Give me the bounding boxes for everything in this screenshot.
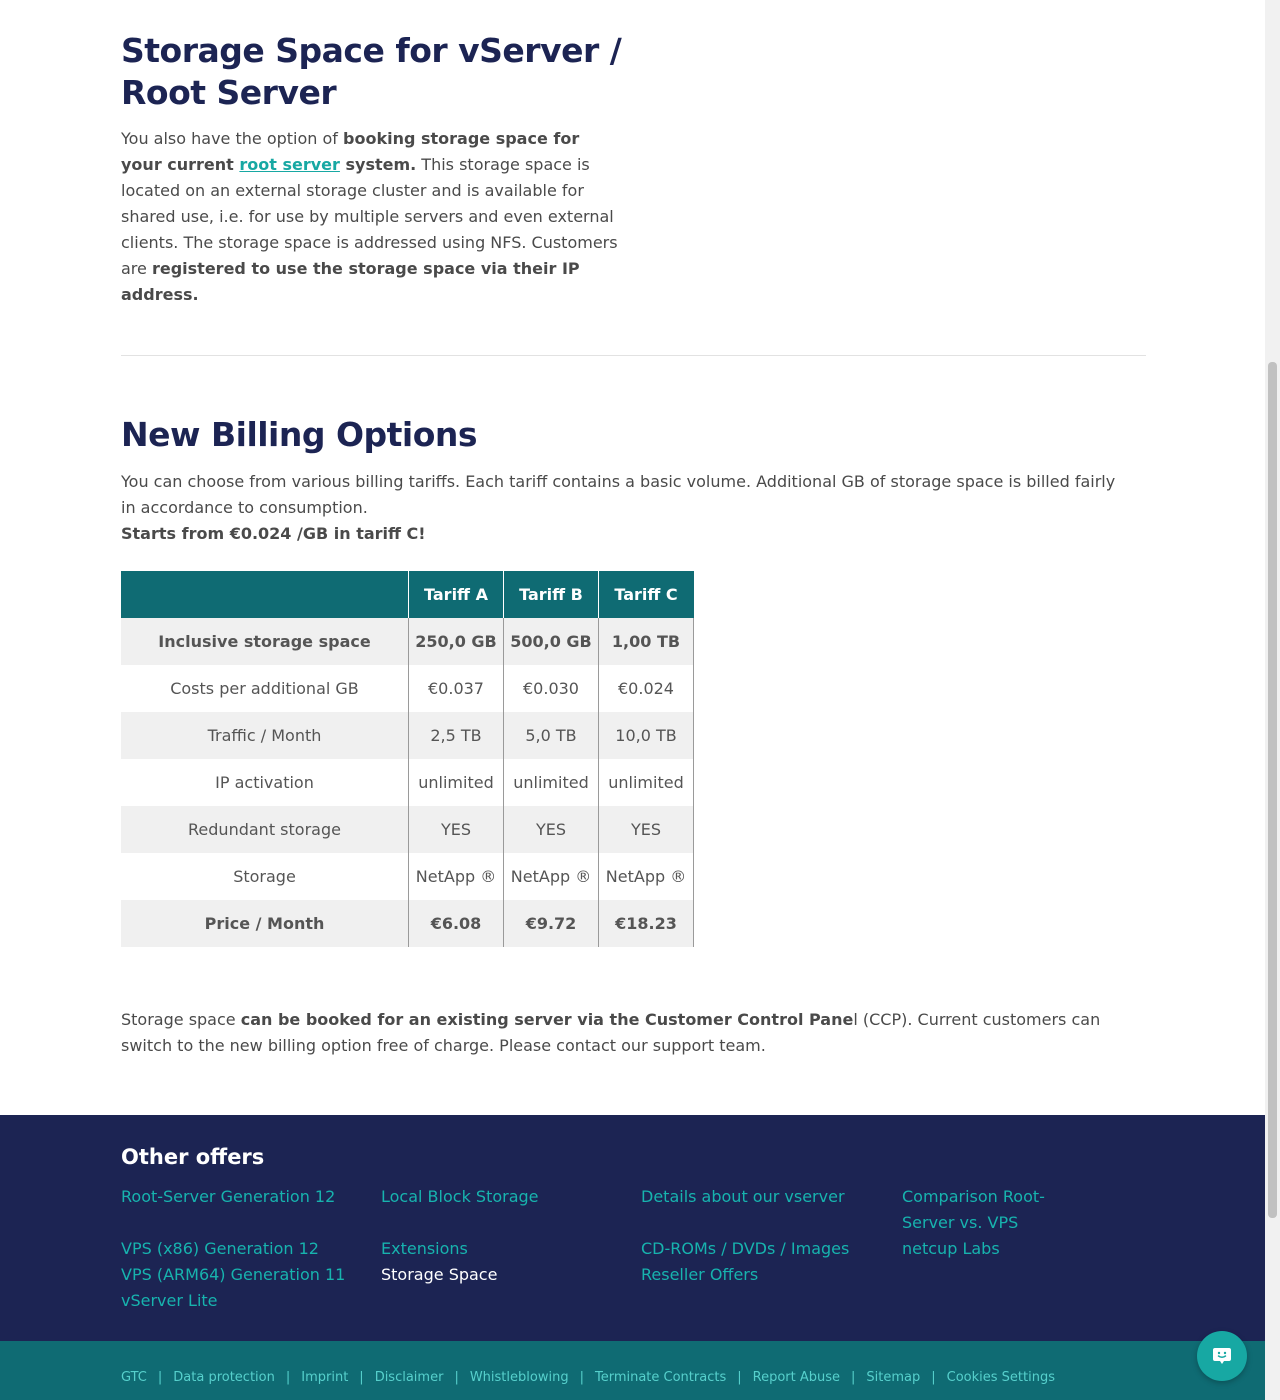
table-cell: YES xyxy=(504,806,599,853)
legal-link-disclaimer[interactable]: Disclaimer xyxy=(374,1370,444,1385)
table-row xyxy=(121,900,694,947)
footer-link-vps-arm64[interactable]: VPS (ARM64) Generation 11 xyxy=(121,1265,346,1284)
scrollbar[interactable] xyxy=(1265,0,1280,1400)
footer-column-3 xyxy=(641,1184,849,1288)
table-cell: 5,0 TB xyxy=(504,712,599,759)
row-label: Price / Month xyxy=(121,900,409,947)
footer-title: Other offers xyxy=(121,1145,265,1169)
legal-link-imprint[interactable]: Imprint xyxy=(301,1370,349,1385)
table-cell: unlimited xyxy=(599,759,694,806)
row-label: Traffic / Month xyxy=(121,712,409,759)
row-label: Inclusive storage space xyxy=(121,618,409,665)
footer-link-vserver-lite[interactable]: vServer Lite xyxy=(121,1291,218,1310)
row-label: IP activation xyxy=(121,759,409,806)
section-divider xyxy=(121,355,1146,356)
footer-column-2 xyxy=(381,1184,539,1288)
separator: | xyxy=(931,1370,936,1385)
header-tariff-b: Tariff B xyxy=(504,571,599,618)
tariff-table-header xyxy=(121,571,694,618)
chat-button[interactable] xyxy=(1197,1331,1247,1381)
footer-link-netcup-labs[interactable]: netcup Labs xyxy=(902,1239,1000,1258)
separator: | xyxy=(851,1370,856,1385)
footer-link-comparison[interactable]: Comparison Root-Server vs. VPS xyxy=(902,1187,1045,1232)
table-cell: 2,5 TB xyxy=(409,712,504,759)
legal-link-whistleblowing[interactable]: Whistleblowing xyxy=(469,1370,569,1385)
booking-note: Storage space can be booked for an existing server via the Customer Control Panel (CCP). Current customers can switch to the new billing option free of charge. Please contact our support team. xyxy=(121,1010,1101,1055)
table-row xyxy=(121,665,694,712)
footer-link-extensions[interactable]: Extensions xyxy=(381,1239,468,1258)
legal-link-sitemap[interactable]: Sitemap xyxy=(866,1370,921,1385)
footer-link-root-server-gen12[interactable]: Root-Server Generation 12 xyxy=(121,1187,336,1206)
separator: | xyxy=(157,1370,163,1385)
header-tariff-a: Tariff A xyxy=(409,571,504,618)
legal-link-cookies-settings[interactable]: Cookies Settings xyxy=(946,1370,1055,1385)
legal-link-terminate-contracts[interactable]: Terminate Contracts xyxy=(594,1370,727,1385)
table-cell: unlimited xyxy=(409,759,504,806)
table-cell: €0.030 xyxy=(504,665,599,712)
table-cell: 1,00 TB xyxy=(599,618,694,665)
footer-link-vserver-details[interactable]: Details about our vserver xyxy=(641,1187,845,1206)
table-cell: 500,0 GB xyxy=(504,618,599,665)
table-cell: NetApp ® xyxy=(599,853,694,900)
billing-paragraph: You can choose from various billing tariffs. Each tariff contains a basic volume. Additional GB of storage space is billed fairly in accordance to consumption. Starts from €0.024 /GB in tariff C! xyxy=(121,472,1116,543)
table-cell: 250,0 GB xyxy=(409,618,504,665)
separator: | xyxy=(579,1370,584,1385)
separator: | xyxy=(454,1370,459,1385)
row-label: Costs per additional GB xyxy=(121,665,409,712)
table-cell: NetApp ® xyxy=(409,853,504,900)
chat-bubble-icon xyxy=(1211,1345,1233,1367)
legal-links xyxy=(121,1370,1055,1385)
header-tariff-c: Tariff C xyxy=(599,571,694,618)
footer-link-vps-x86[interactable]: VPS (x86) Generation 12 xyxy=(121,1239,319,1258)
footer-column-1 xyxy=(121,1184,345,1314)
table-cell: €18.23 xyxy=(599,900,694,947)
table-cell: NetApp ® xyxy=(504,853,599,900)
footer-link-reseller[interactable]: Reseller Offers xyxy=(641,1265,759,1284)
legal-bar xyxy=(0,1341,1265,1400)
table-cell: 10,0 TB xyxy=(599,712,694,759)
footer-link-storage-space[interactable]: Storage Space xyxy=(381,1265,498,1284)
table-row xyxy=(121,853,694,900)
scrollbar-thumb[interactable] xyxy=(1268,362,1277,1218)
separator: | xyxy=(285,1370,291,1385)
page-title: Storage Space for vServer / Root Server xyxy=(121,31,622,112)
legal-link-report-abuse[interactable]: Report Abuse xyxy=(752,1370,841,1385)
intro-paragraph: You also have the option of booking storage space for your current root server system. This storage space is located on an external storage cluster and is available for shared use, i.e. for use by multiple servers and even external clients. The storage space is addressed using NFS. Customers are registered to use the storage space via their IP address. xyxy=(121,129,618,304)
table-row xyxy=(121,712,694,759)
footer-link-images[interactable]: CD-ROMs / DVDs / Images xyxy=(641,1239,850,1258)
table-cell: €6.08 xyxy=(409,900,504,947)
legal-link-gtc[interactable]: GTC xyxy=(121,1370,147,1385)
billing-title: New Billing Options xyxy=(121,415,478,454)
separator: | xyxy=(359,1370,364,1385)
legal-link-data-protection[interactable]: Data protection xyxy=(173,1370,275,1385)
separator: | xyxy=(737,1370,742,1385)
header-empty xyxy=(121,571,409,618)
table-row xyxy=(121,618,694,665)
tariff-table xyxy=(121,571,694,947)
table-row xyxy=(121,759,694,806)
table-cell: YES xyxy=(409,806,504,853)
footer-offers xyxy=(0,1115,1265,1341)
footer-column-4 xyxy=(902,1184,1062,1262)
row-label: Storage xyxy=(121,853,409,900)
billing-highlight: Starts from €0.024 /GB in tariff C! xyxy=(121,524,426,543)
table-cell: €0.037 xyxy=(409,665,504,712)
table-cell: YES xyxy=(599,806,694,853)
table-cell: €9.72 xyxy=(504,900,599,947)
table-cell: unlimited xyxy=(504,759,599,806)
footer-link-local-block-storage[interactable]: Local Block Storage xyxy=(381,1187,539,1206)
row-label: Redundant storage xyxy=(121,806,409,853)
table-row xyxy=(121,806,694,853)
table-cell: €0.024 xyxy=(599,665,694,712)
root-server-link[interactable]: root server xyxy=(239,155,340,174)
